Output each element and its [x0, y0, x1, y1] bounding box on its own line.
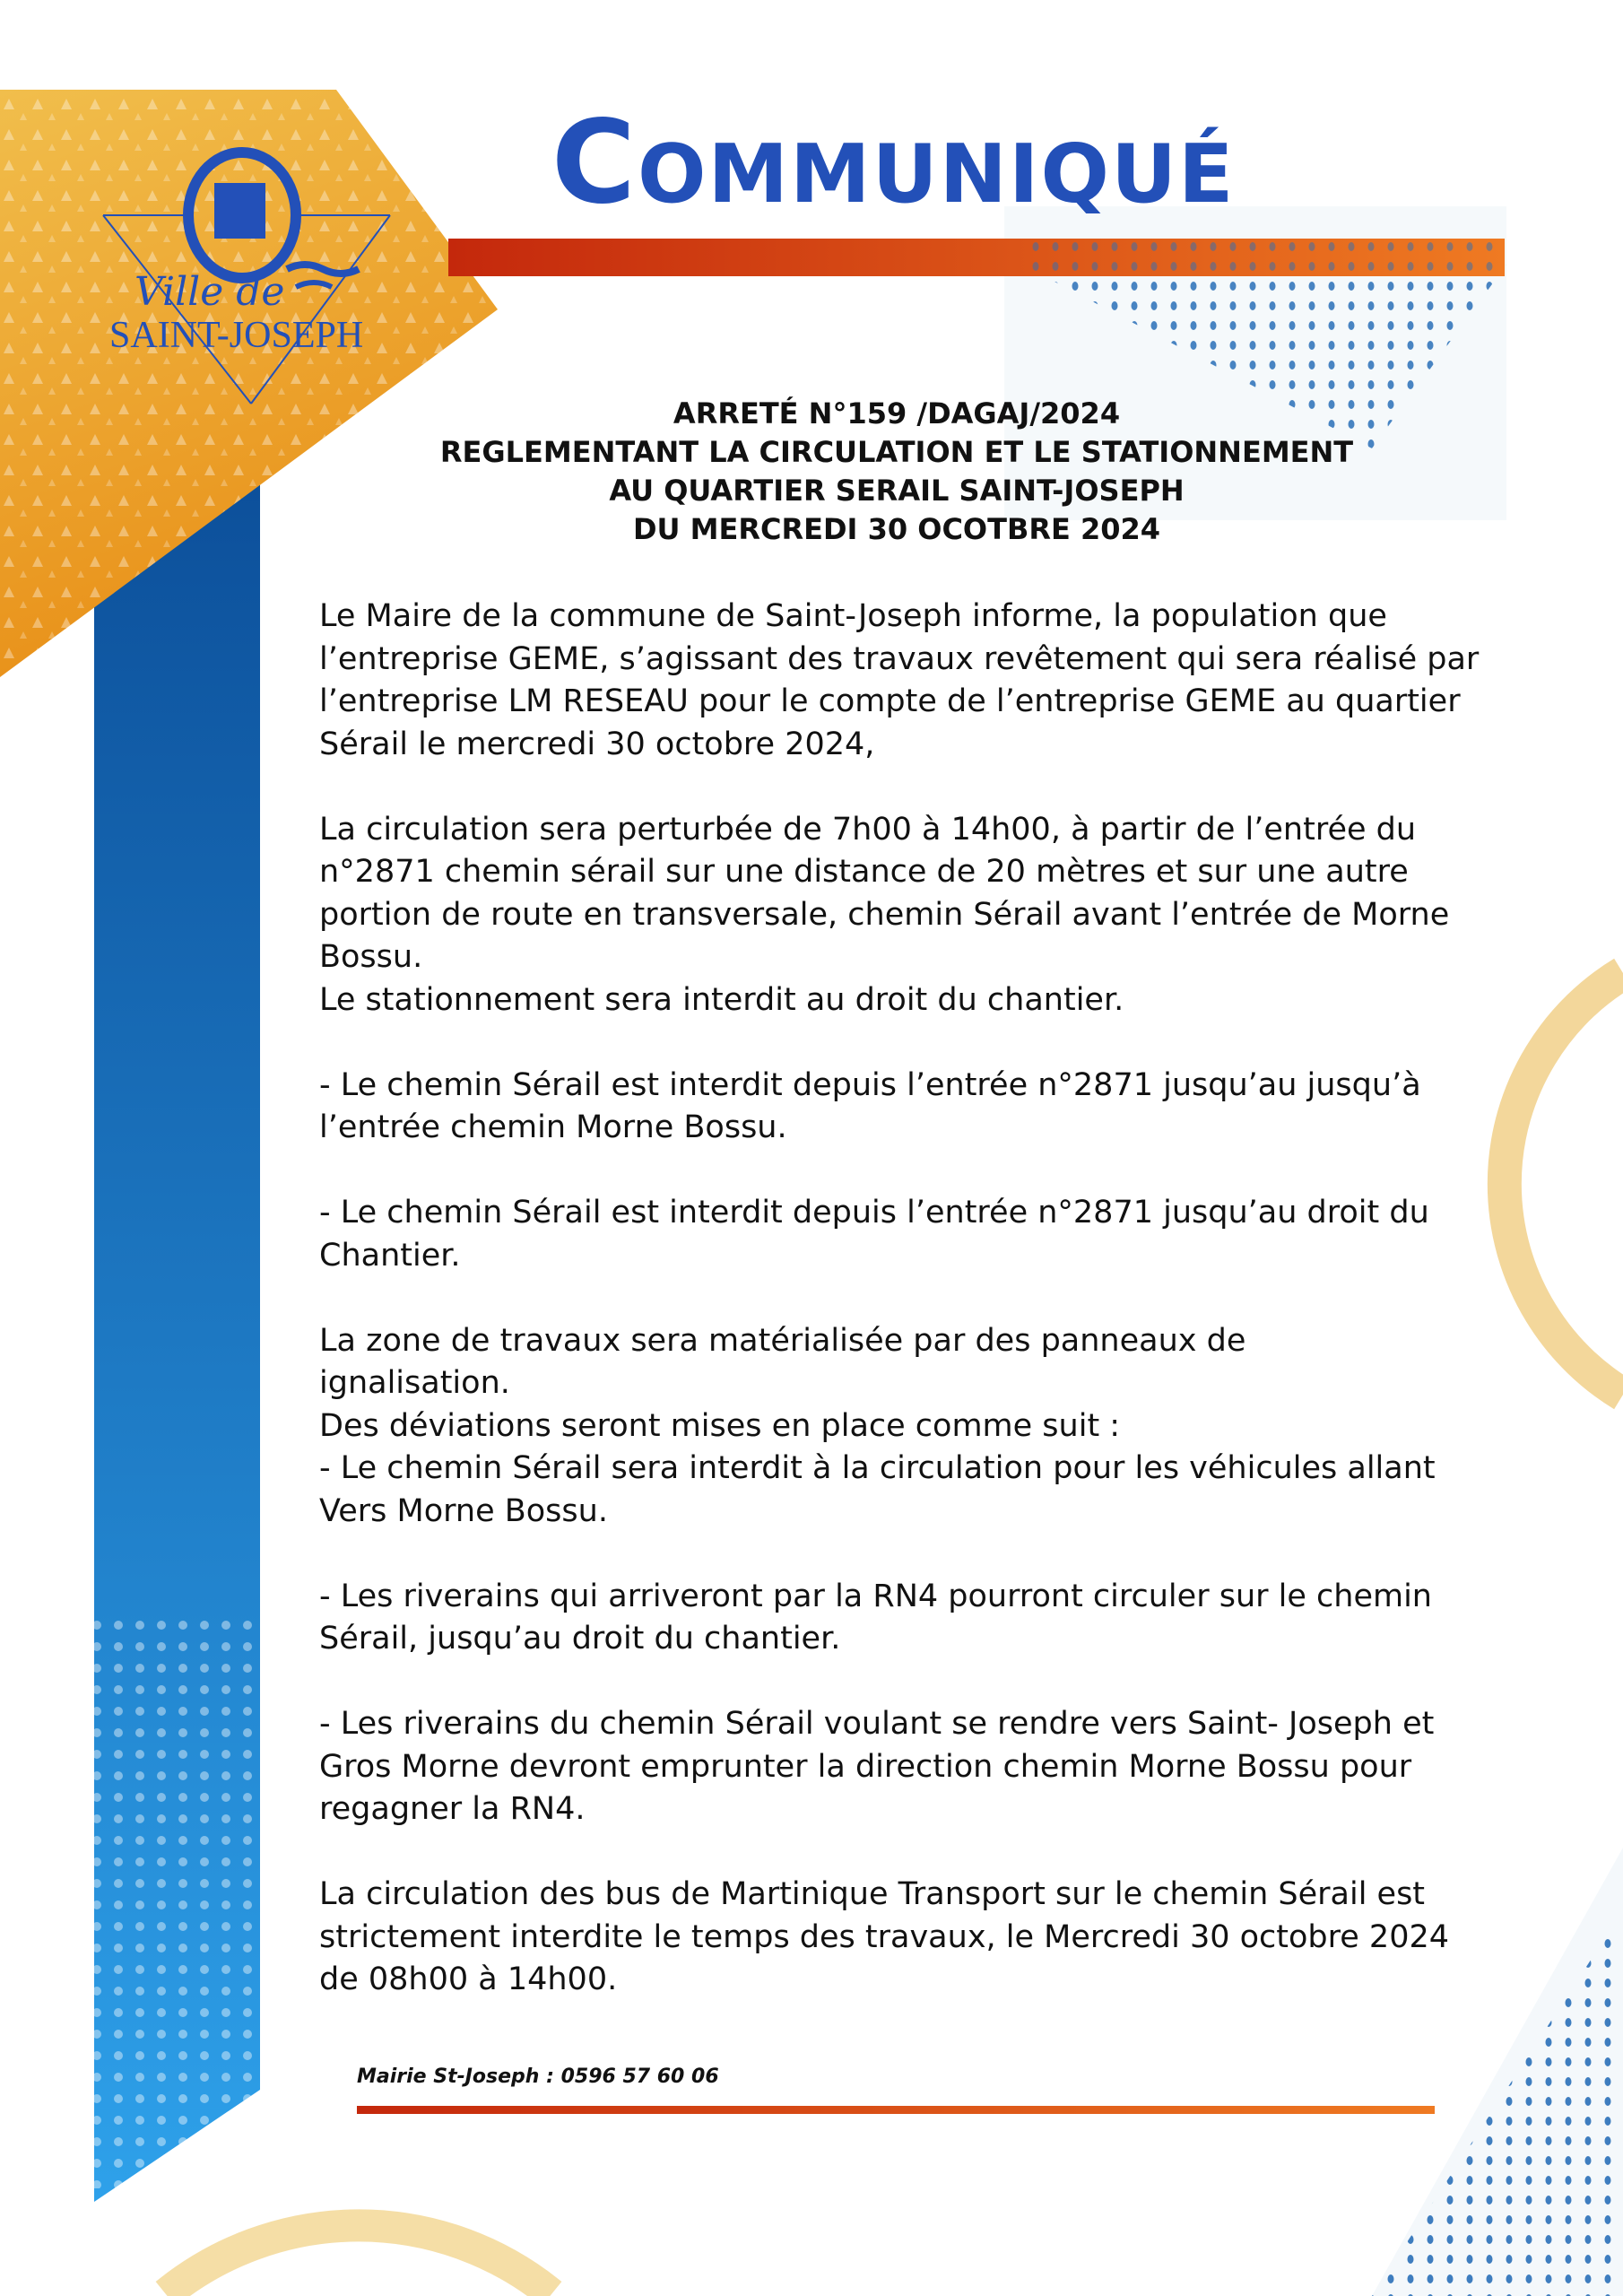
body-line: strictement interdite le temps des travaux, le Mercredi 30 octobre 2024 — [319, 1918, 1449, 1955]
body-line: regagner la RN4. — [319, 1791, 586, 1827]
decree-heading — [323, 395, 1471, 549]
body-line: Vers Morne Bossu. — [319, 1492, 608, 1529]
body-line: l’entrée chemin Morne Bossu. — [319, 1109, 787, 1145]
body-line: n°2871 chemin sérail sur une distance de 20 mètres et sur une autre — [319, 854, 1409, 890]
body-line: - Le chemin Sérail est interdit depuis l’entrée n°2871 jusqu’au droit du — [319, 1195, 1429, 1231]
body-line: La circulation sera perturbée de 7h00 à 14h00, à partir de l’entrée du — [319, 811, 1417, 848]
body-line: - Les riverains qui arriveront par la RN4 pourront circuler sur le chemin — [319, 1578, 1432, 1614]
paragraph-gap — [319, 1277, 1521, 1320]
body-line: Des déviations seront mises en place comme suit : — [319, 1407, 1121, 1444]
footer-contact: Mairie St-Joseph : 0596 57 60 06 — [357, 2066, 719, 2088]
body-line: ignalisation. — [319, 1365, 510, 1401]
paragraph-gap — [319, 1831, 1521, 1874]
footer-accent-bar — [357, 2106, 1435, 2114]
body-line: l’entreprise GEME, s’agissant des travaux revêtement qui sera réalisé par — [319, 640, 1480, 677]
body-line: Le stationnement sera interdit au droit du chantier. — [319, 981, 1124, 1018]
body-line: - Le chemin Sérail sera interdit à la circulation pour les véhicules allant — [319, 1450, 1436, 1486]
body-line: La zone de travaux sera matérialisée par des panneaux de — [319, 1322, 1246, 1359]
heading-line: REGLEMENTANT LA CIRCULATION ET LE STATIONNEMENT — [439, 435, 1354, 469]
paragraph-gap — [319, 1661, 1521, 1704]
body-line: Gros Morne devront emprunter la direction chemin Morne Bossu pour — [319, 1748, 1412, 1785]
paragraph-gap — [319, 766, 1521, 809]
paragraph-gap — [319, 1022, 1521, 1065]
gold-ring-right — [1505, 973, 1623, 1395]
body-line: Le Maire de la commune de Saint-Joseph informe, la population que — [319, 598, 1387, 634]
body-line: Sérail le mercredi 30 octobre 2024, — [319, 726, 875, 762]
paragraph-gap — [319, 1533, 1521, 1576]
body-line: - Le chemin Sérail est interdit depuis l’entrée n°2871 jusqu’au jusqu’à — [319, 1066, 1421, 1103]
page-title: Communiqué — [551, 96, 1236, 230]
body-line: La circulation des bus de Martinique Transport sur le chemin Sérail est — [319, 1876, 1426, 1912]
body-line: - Les riverains du chemin Sérail voulant se rendre vers Saint- Joseph et — [319, 1706, 1435, 1742]
heading-line: DU MERCREDI 30 OCOTBRE 2024 — [632, 512, 1161, 546]
communique-body — [319, 596, 1521, 2002]
body-line: l’entreprise LM RESEAU pour le compte de l’entreprise GEME au quartier — [319, 683, 1461, 719]
heading-line: ARRETÉ N°159 /DAGAJ/2024 — [673, 396, 1121, 430]
gold-ring-bottom — [166, 2225, 551, 2294]
body-line: Sérail, jusqu’au droit du chantier. — [319, 1621, 841, 1657]
logo-text-ville-de: Ville de — [135, 269, 285, 315]
body-line: portion de route en transversale, chemin Sérail avant l’entrée de Morne — [319, 896, 1450, 933]
body-line: de 08h00 à 14h00. — [319, 1961, 618, 1997]
paragraph-gap — [319, 1150, 1521, 1193]
heading-line: AU QUARTIER SERAIL SAINT-JOSEPH — [609, 474, 1185, 508]
body-line: Bossu. — [319, 939, 423, 975]
logo-text-saint-joseph: SAINT-JOSEPH — [109, 315, 364, 356]
body-line: Chantier. — [319, 1237, 461, 1274]
